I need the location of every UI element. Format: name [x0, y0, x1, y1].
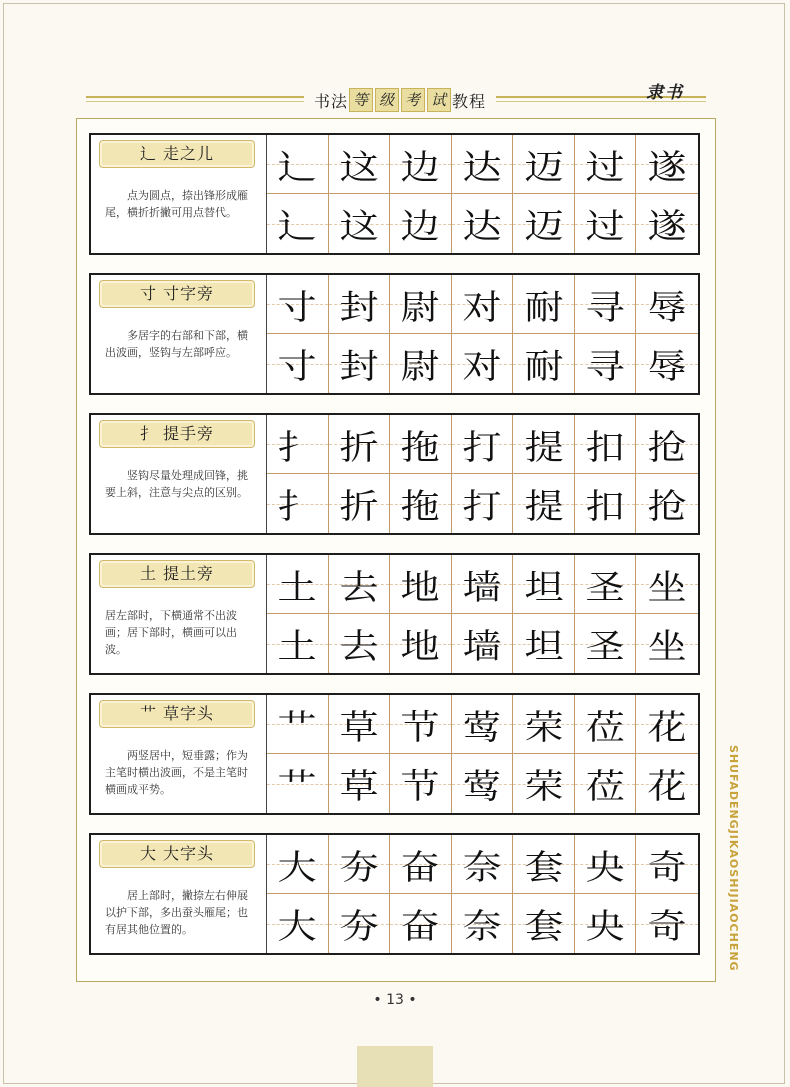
grid-cell — [390, 415, 452, 474]
char-example: 提 — [524, 427, 564, 468]
char-example: 草 — [339, 707, 379, 748]
section-block-cunzipang — [89, 273, 700, 395]
char-example: 尉 — [400, 347, 440, 387]
char-example: 艹 — [277, 767, 317, 807]
grid-cell — [452, 474, 514, 533]
grid-cell — [636, 614, 698, 673]
char-example: 奇 — [647, 847, 687, 888]
grid-cell — [575, 894, 637, 953]
char-example: 节 — [400, 707, 440, 748]
char-example: 荣 — [524, 767, 564, 807]
section-description: 居左部时，下横通常不出波画；居下部时，横画可以出波。 — [105, 609, 237, 656]
grid-cell — [575, 275, 637, 334]
char-example: 提 — [524, 487, 564, 527]
grid-cell — [513, 415, 575, 474]
char-example: 莅 — [585, 707, 625, 748]
char-example: 土 — [277, 567, 317, 608]
section-block-titupang — [89, 553, 700, 675]
char-example: 遂 — [647, 147, 687, 188]
grid-cell — [329, 695, 391, 754]
char-example: 莺 — [462, 767, 502, 807]
title-stamp: 试 — [427, 88, 451, 112]
section-block-tishoupang — [89, 413, 700, 535]
grid-cell — [329, 835, 391, 894]
char-example: 央 — [585, 907, 625, 947]
section-description: 居上部时，撇捺左右伸展以护下部，多出蚕头雁尾；也有居其他位置的。 — [105, 889, 248, 936]
grid-cell — [636, 474, 698, 533]
grid-cell — [267, 555, 329, 614]
grid-cell — [390, 754, 452, 813]
char-example: 抢 — [647, 487, 687, 527]
grid-cell — [575, 334, 637, 393]
grid-cell — [636, 135, 698, 194]
char-example: 拖 — [400, 427, 440, 468]
grid-cell — [575, 194, 637, 253]
grid-cell — [575, 555, 637, 614]
char-example: 折 — [339, 487, 379, 527]
char-example: 土 — [277, 627, 317, 667]
section-block-zouzhier — [89, 133, 700, 255]
title-part: 书法 — [313, 91, 348, 111]
char-example: 节 — [400, 767, 440, 807]
grid-cell — [636, 695, 698, 754]
section-block-caozitou — [89, 693, 700, 815]
grid-cell — [329, 415, 391, 474]
char-example: 边 — [400, 207, 440, 247]
char-example: 荣 — [524, 707, 564, 748]
char-example: 迈 — [524, 147, 564, 188]
grid-cell — [452, 555, 514, 614]
char-example: 坦 — [524, 627, 564, 667]
grid-cell — [329, 474, 391, 533]
grid-cell — [329, 754, 391, 813]
grid-cell — [267, 754, 329, 813]
title-part: 教程 — [452, 91, 487, 111]
char-example: 草 — [339, 767, 379, 807]
char-example: 圣 — [585, 567, 625, 608]
grid-cell — [636, 334, 698, 393]
char-example: 坐 — [647, 627, 687, 667]
practice-grid — [267, 135, 698, 253]
section-label: 大 大字头 — [99, 840, 255, 868]
grid-cell — [267, 194, 329, 253]
char-example: 尉 — [400, 287, 440, 328]
grid-cell — [575, 695, 637, 754]
char-example: 寻 — [585, 287, 625, 328]
grid-cell — [513, 474, 575, 533]
grid-cell — [513, 135, 575, 194]
grid-cell — [267, 474, 329, 533]
char-example: 边 — [400, 147, 440, 188]
grid-cell — [329, 275, 391, 334]
grid-cell — [329, 334, 391, 393]
header-rule-left — [86, 96, 304, 98]
grid-cell — [390, 474, 452, 533]
grid-cell — [267, 334, 329, 393]
section-description: 两竖居中，短垂露；作为主笔时横出波画，不是主笔时横画成平势。 — [105, 749, 248, 796]
side-pinyin-title: SHUFADENGJIKAOSHIJIAOCHENG — [727, 745, 740, 972]
char-example: 抢 — [647, 427, 687, 468]
grid-cell — [513, 275, 575, 334]
section-description: 多居字的右部和下部，横出波画，竖钩与左部呼应。 — [105, 329, 248, 359]
grid-cell — [636, 754, 698, 813]
char-example: 圣 — [585, 627, 625, 667]
grid-cell — [513, 334, 575, 393]
page-tab — [357, 1046, 433, 1087]
grid-cell — [452, 695, 514, 754]
grid-cell — [329, 614, 391, 673]
char-example: 套 — [524, 847, 564, 888]
char-example: 折 — [339, 427, 379, 468]
grid-cell — [390, 135, 452, 194]
grid-cell — [513, 695, 575, 754]
char-example: 对 — [462, 347, 502, 387]
header-rule-left-thin — [86, 101, 304, 102]
grid-cell — [452, 835, 514, 894]
page-number: • 13 • — [373, 992, 417, 1008]
char-example: 过 — [585, 147, 625, 188]
section-label: 土 提土旁 — [99, 560, 255, 588]
section-label: 扌 提手旁 — [99, 420, 255, 448]
grid-cell — [390, 194, 452, 253]
char-example: 奈 — [462, 907, 502, 947]
grid-cell — [452, 334, 514, 393]
grid-cell — [513, 555, 575, 614]
grid-cell — [636, 275, 698, 334]
section-description: 竖钩尽量处理成回锋，挑要上斜，注意与尖点的区别。 — [105, 469, 248, 499]
section-info — [91, 835, 267, 953]
char-example: 封 — [339, 287, 379, 328]
grid-cell — [267, 415, 329, 474]
char-example: 地 — [400, 627, 440, 667]
char-example: 墙 — [462, 627, 502, 667]
practice-grid — [267, 555, 698, 673]
grid-cell — [636, 555, 698, 614]
grid-cell — [267, 135, 329, 194]
char-example: 墙 — [462, 567, 502, 608]
section-info — [91, 695, 267, 813]
grid-cell — [452, 135, 514, 194]
grid-cell — [452, 614, 514, 673]
grid-cell — [575, 474, 637, 533]
grid-cell — [390, 555, 452, 614]
char-example: 辱 — [647, 287, 687, 328]
char-example: 封 — [339, 347, 379, 387]
char-example: 奋 — [400, 847, 440, 888]
char-example: 达 — [462, 207, 502, 247]
grid-cell — [452, 194, 514, 253]
grid-cell — [513, 614, 575, 673]
char-example: 这 — [339, 147, 379, 188]
char-example: 奇 — [647, 907, 687, 947]
practice-grid — [267, 275, 698, 393]
grid-cell — [575, 754, 637, 813]
grid-cell — [390, 695, 452, 754]
grid-cell — [267, 894, 329, 953]
grid-cell — [513, 194, 575, 253]
grid-cell — [575, 415, 637, 474]
char-example: 央 — [585, 847, 625, 888]
char-example: 对 — [462, 287, 502, 328]
char-example: 坐 — [647, 567, 687, 608]
grid-cell — [513, 894, 575, 953]
grid-cell — [452, 275, 514, 334]
grid-cell — [390, 275, 452, 334]
char-example: 辶 — [277, 147, 317, 188]
char-example: 花 — [647, 767, 687, 807]
char-example: 迈 — [524, 207, 564, 247]
grid-cell — [390, 334, 452, 393]
practice-grid — [267, 695, 698, 813]
char-example: 去 — [339, 567, 379, 608]
char-example: 打 — [462, 427, 502, 468]
char-example: 奋 — [400, 907, 440, 947]
grid-cell — [513, 754, 575, 813]
book-title — [310, 88, 490, 112]
grid-cell — [390, 894, 452, 953]
grid-cell — [513, 835, 575, 894]
section-label: 辶 走之儿 — [99, 140, 255, 168]
char-example: 扌 — [277, 487, 317, 527]
char-example: 去 — [339, 627, 379, 667]
char-example: 套 — [524, 907, 564, 947]
grid-cell — [390, 835, 452, 894]
grid-cell — [636, 194, 698, 253]
section-info — [91, 555, 267, 673]
section-info — [91, 415, 267, 533]
char-example: 耐 — [524, 347, 564, 387]
char-example: 花 — [647, 707, 687, 748]
title-stamp: 级 — [375, 88, 399, 112]
char-example: 扣 — [585, 487, 625, 527]
practice-grid — [267, 835, 698, 953]
grid-cell — [390, 614, 452, 673]
section-description: 点为圆点，捺出锋形成雁尾，横折折撇可用点替代。 — [105, 189, 248, 219]
grid-cell — [636, 415, 698, 474]
char-example: 扣 — [585, 427, 625, 468]
section-info — [91, 275, 267, 393]
char-example: 这 — [339, 207, 379, 247]
practice-grid — [267, 415, 698, 533]
char-example: 耐 — [524, 287, 564, 328]
grid-cell — [329, 194, 391, 253]
char-example: 扌 — [277, 427, 317, 468]
char-example: 艹 — [277, 707, 317, 748]
grid-cell — [636, 835, 698, 894]
section-label: 寸 寸字旁 — [99, 280, 255, 308]
char-example: 达 — [462, 147, 502, 188]
grid-cell — [267, 614, 329, 673]
grid-cell — [267, 835, 329, 894]
char-example: 夯 — [339, 847, 379, 888]
title-stamp: 等 — [349, 88, 373, 112]
section-block-dazitou — [89, 833, 700, 955]
grid-cell — [575, 614, 637, 673]
grid-cell — [452, 415, 514, 474]
script-name: 隶书 — [646, 83, 684, 103]
char-example: 打 — [462, 487, 502, 527]
char-example: 坦 — [524, 567, 564, 608]
grid-cell — [575, 835, 637, 894]
grid-cell — [636, 894, 698, 953]
grid-cell — [329, 135, 391, 194]
char-example: 寻 — [585, 347, 625, 387]
char-example: 遂 — [647, 207, 687, 247]
char-example: 过 — [585, 207, 625, 247]
char-example: 莅 — [585, 767, 625, 807]
grid-cell — [267, 275, 329, 334]
char-example: 奈 — [462, 847, 502, 888]
char-example: 莺 — [462, 707, 502, 748]
title-stamp: 考 — [401, 88, 425, 112]
grid-cell — [267, 695, 329, 754]
grid-cell — [452, 894, 514, 953]
char-example: 拖 — [400, 487, 440, 527]
char-example: 辶 — [277, 207, 317, 247]
char-example: 辱 — [647, 347, 687, 387]
char-example: 夯 — [339, 907, 379, 947]
section-label: 艹 草字头 — [99, 700, 255, 728]
grid-cell — [329, 894, 391, 953]
grid-cell — [329, 555, 391, 614]
char-example: 地 — [400, 567, 440, 608]
char-example: 大 — [277, 847, 317, 888]
grid-cell — [575, 135, 637, 194]
char-example: 寸 — [277, 347, 317, 387]
char-example: 大 — [277, 907, 317, 947]
char-example: 寸 — [277, 287, 317, 328]
section-info — [91, 135, 267, 253]
grid-cell — [452, 754, 514, 813]
